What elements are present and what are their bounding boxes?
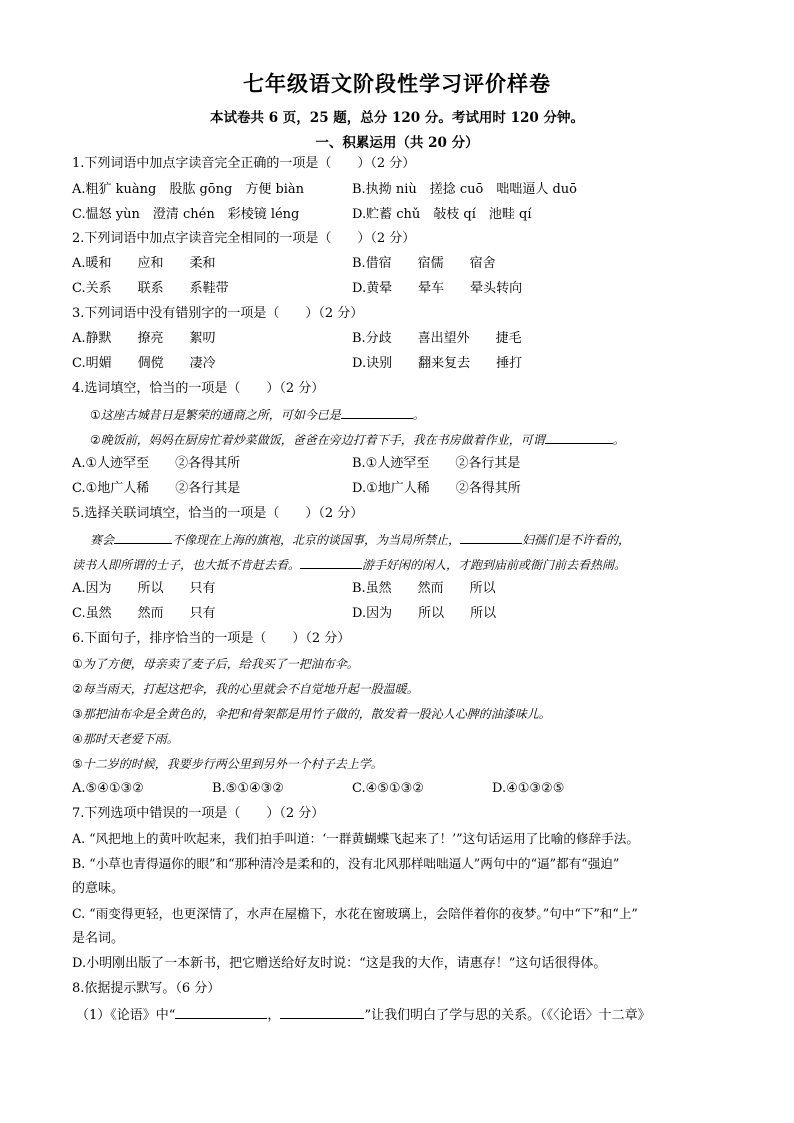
question-5-option-a: A.因为 所以 只有: [72, 581, 216, 596]
sentence-end: 。: [412, 408, 425, 422]
question-1-option-c: C.愠怒 yùn 澄清 chén 彩棱镜 léng: [72, 207, 300, 222]
question-6-sentence-4: ④那时天老爱下雨。: [72, 732, 179, 746]
question-4-option-d: D.①地广人稀 ②各得其所: [352, 481, 521, 496]
fill-blank[interactable]: [300, 555, 362, 569]
question-7-option-d: D.小明刚出版了一本新书，把它赠送给好友时说：“这是我的大作，请惠存！”这句话很得体。: [72, 956, 607, 971]
question-3-option-a: A.静默 撩亮 絮叨: [72, 331, 216, 346]
sentence-text: ①这座古城昔日是繁荣的通商之所，可如今已是: [90, 408, 341, 422]
passage-text: 不像现在上海的旗袍，北京的谈国事，为当局所禁止，: [172, 533, 461, 547]
question-4-option-a: A.①人迹罕至 ②各得其所: [72, 456, 241, 471]
question-1-option-b: B.执拗 niù 搓捻 cuō 咄咄逼人 duō: [352, 182, 577, 197]
question-7-stem: 7.下列选项中错误的一项是（ ）（2 分）: [72, 806, 325, 821]
question-2-option-d: D.黄晕 晕车 晕头转向: [352, 281, 523, 296]
question-4-stem: 4.选词填空，恰当的一项是（ ）（2 分）: [72, 381, 325, 396]
question-5-option-b: B.虽然 然而 所以: [352, 581, 496, 596]
section-heading: 一、积累运用（共 20 分）: [315, 135, 479, 151]
question-7-option-c-line-1: C. “雨变得更轻，也更深情了，水声在屋檐下，水花在窗玻璃上，会陪伴着你的夜梦。”句中“下”和“上”: [72, 906, 638, 921]
sentence-end: 。: [612, 433, 625, 447]
question-7-option-b-line-2: 的意味。: [72, 881, 125, 896]
question-1-stem: 1.下列词语中加点字读音完全正确的一项是（ ）（2 分）: [72, 156, 416, 171]
question-8-item-1: [76, 1005, 651, 1025]
fill-blank[interactable]: [280, 1005, 364, 1019]
question-6-sentence-1: ①为了方便，母亲卖了麦子后，给我买了一把油布伞。: [72, 657, 359, 671]
question-6-option-a: A.⑤④①③②: [72, 781, 144, 796]
sentence-text: ②晚饭前，妈妈在厨房忙着炒菜做饭，爸爸在旁边打着下手，我在书房做着作业，可谓: [90, 433, 545, 447]
question-2-stem: 2.下列词语中加点字读音完全相同的一项是（ ）（2 分）: [72, 231, 416, 246]
question-4-sentence-1: [90, 405, 425, 424]
question-5-passage-line-1: [90, 530, 630, 549]
fill-blank[interactable]: [175, 1005, 267, 1019]
question-4-sentence-2: [90, 430, 625, 449]
passage-text: 游手好闲的闲人，才跑到庙前或衙门前去看热闹。: [362, 558, 627, 572]
question-4-option-b: B.①人迹罕至 ②各行其是: [352, 456, 521, 471]
question-1-option-a: A.粗犷 kuàng 股肱 gōng 方便 biàn: [72, 182, 305, 197]
question-3-stem: 3.下列词语中没有错别字的一项是（ ）（2 分）: [72, 306, 364, 321]
question-5-option-c: C.虽然 然而 只有: [72, 606, 216, 621]
question-4-option-c: C.①地广人稀 ②各行其是: [72, 481, 241, 496]
exam-info: 本试卷共 6 页，25 题，总分 120 分。考试用时 120 分钟。: [210, 110, 584, 126]
fill-blank[interactable]: [545, 430, 613, 444]
question-6-sentence-3: ③那把油布伞是全黄色的，伞把和骨架都是用竹子做的，散发着一股沁人心脾的油漆味儿。: [72, 707, 551, 721]
question-7-option-b-line-1: B. “小草也青得逼你的眼”和“那种清冷是柔和的，没有北风那样咄咄逼人”两句中的“逼”都有“强迫”: [72, 856, 620, 871]
fill-blank[interactable]: [341, 405, 413, 419]
passage-text: 赛会: [90, 533, 115, 547]
page-title: 七年级语文阶段性学习评价样卷: [243, 71, 551, 96]
question-2-option-b: B.借宿 宿儒 宿舍: [352, 256, 496, 271]
question-1-option-d: D.贮蓄 chǔ 敧枝 qí 池畦 qí: [352, 207, 532, 222]
question-6-option-c: C.④⑤①③②: [352, 781, 424, 796]
question-3-option-d: D.诀别 翻来复去 捶打: [352, 356, 523, 371]
question-6-option-d: D.④①③②⑤: [492, 781, 565, 796]
passage-text: 读书人即所谓的士子，也大抵不肯赶去看。: [72, 558, 301, 572]
question-8-stem: 8.依据提示默写。（6 分）: [72, 981, 221, 996]
question-6-sentence-2: ②每当雨天，打起这把伞，我的心里就会不自觉地升起一股温暖。: [72, 682, 419, 696]
question-5-stem: 5.选择关联词填空，恰当的一项是（ ）（2 分）: [72, 506, 364, 521]
fill-blank[interactable]: [460, 530, 522, 544]
question-2-option-c: C.关系 联系 系鞋带: [72, 281, 229, 296]
question-5-passage-line-2: [72, 555, 626, 574]
question-6-option-b: B.⑤①④③②: [212, 781, 284, 796]
question-3-option-b: B.分歧 喜出望外 捷毛: [352, 331, 522, 346]
item-text: ，: [267, 1008, 281, 1023]
fill-blank[interactable]: [114, 530, 172, 544]
question-3-option-c: C.明媚 倜傥 凄冷: [72, 356, 216, 371]
question-6-sentence-5: ⑤十二岁的时候，我要步行两公里到另外一个村子去上学。: [72, 757, 383, 771]
question-7-option-a: A. “风把地上的黄叶吹起来，我们拍手叫道：‘一群黄蝴蝶飞起来了！’”这句话运用了比喻的修辞手法。: [72, 831, 639, 846]
question-2-option-a: A.暖和 应和 柔和: [72, 256, 216, 271]
passage-text: 妇孺们是不许看的，: [522, 533, 631, 547]
question-5-option-d: D.因为 所以 所以: [352, 606, 497, 621]
item-text: ”让我们明白了学与思的关系。（《〈论语〉十二章》: [364, 1008, 651, 1023]
item-text: （1）《论语》中“: [76, 1008, 176, 1023]
question-7-option-c-line-2: 是名词。: [72, 931, 125, 946]
question-6-stem: 6.下面句子，排序恰当的一项是（ ）（2 分）: [72, 631, 351, 646]
